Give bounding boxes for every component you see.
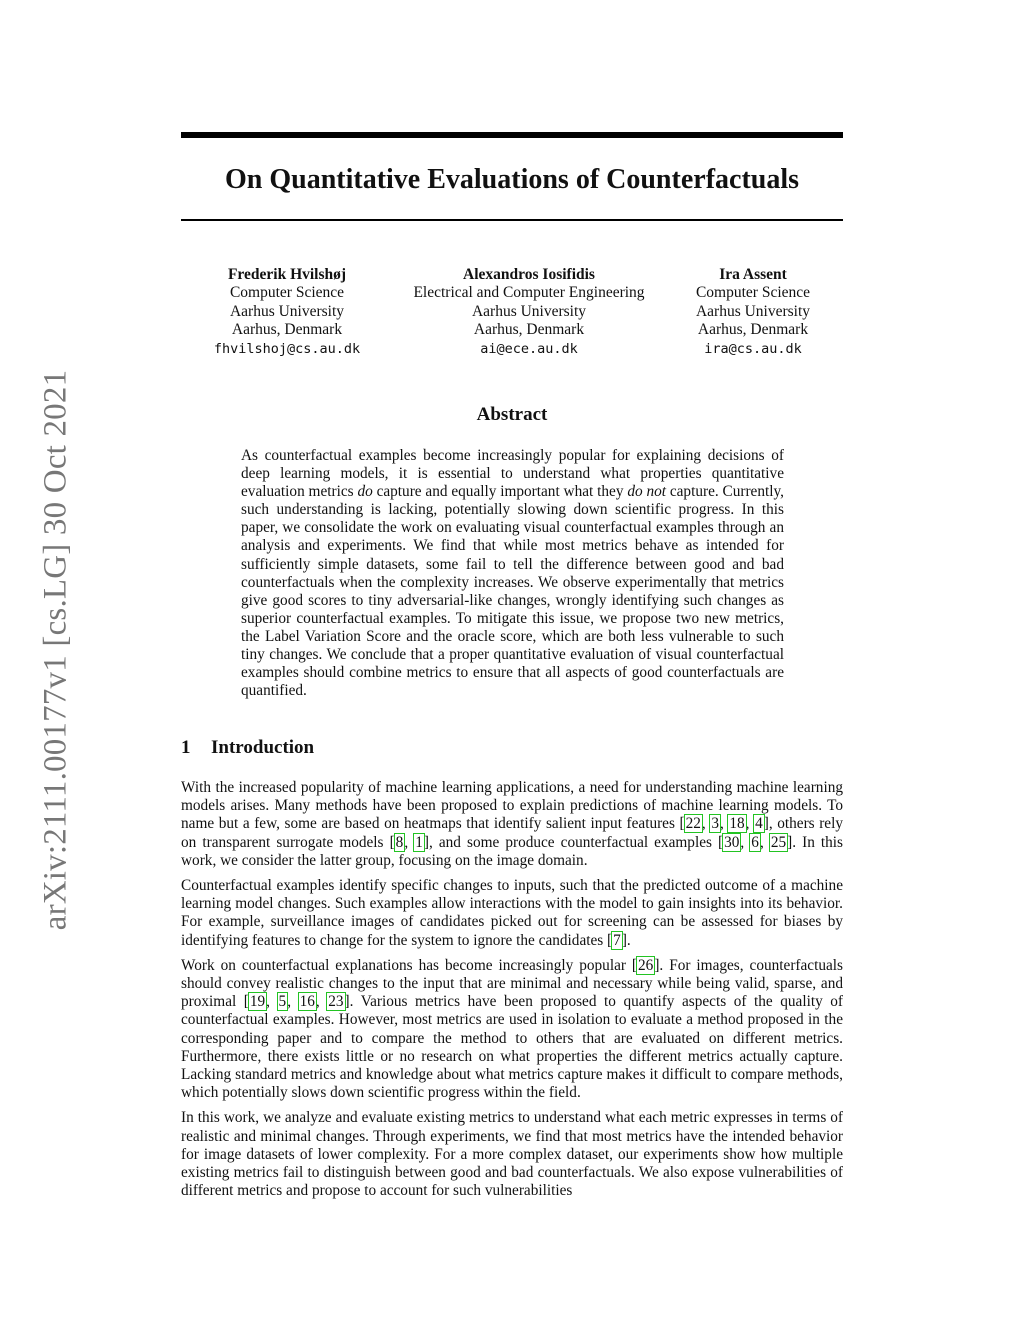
author-department: Computer Science	[695, 284, 811, 302]
author-department: Computer Science	[229, 284, 345, 302]
paper-title: On Quantitative Evaluations of Counterfactuals	[224, 164, 800, 195]
author-location: Aarhus, Denmark	[697, 321, 809, 339]
paragraph: Counterfactual examples identify specific changes to inputs, such that the predicted outcome of a machine learning model changes. Such examples allow interactions with the model to gain insights into its behavior. For example, surveillance images of candidates picked out for screening can be assessed for biases by identifying features to change for the system to ignore the candidates [7].	[181, 877, 843, 949]
section-heading-introduction	[181, 737, 314, 759]
title-bottom-rule	[181, 219, 843, 221]
citation-link[interactable]: 8	[395, 833, 404, 851]
author-name: Ira Assent	[719, 266, 787, 283]
citation-link[interactable]: 23	[328, 993, 344, 1011]
author-block-3	[683, 266, 823, 358]
citation-link[interactable]: 25	[770, 833, 787, 851]
author-university: Aarhus University	[471, 302, 587, 320]
author-location: Aarhus, Denmark	[231, 321, 343, 339]
author-email[interactable]: ira@cs.au.dk	[704, 340, 802, 357]
paragraph: In this work, we analyze and evaluate existing metrics to understand what each metric expresses in terms of realistic and minimal changes. Through experiments, we find that most metrics have the intended behavior for image datasets of lower complexity. For a more complex dataset, our experiments show how multiple existing metrics fail to distinguish between good and bad counterfactuals. We also expose vulnerabilities of different metrics and propose to account for such vulnerabilities	[181, 1109, 843, 1200]
citation-link[interactable]: 16	[299, 993, 315, 1011]
paragraph: With the increased popularity of machine learning applications, a need for understanding machine learning models arises. Many methods have been proposed to explain predictions of machine learning models. To name but a few, some are based on heatmaps that identify salient input features [22, 3, 18, 4], others rely on transparent surrogate models [8, 1], and some produce counterfactual examples [30, 6, 25]. In this work, we consider the latter group, focusing on the image domain.	[181, 779, 844, 869]
arxiv-identifier: arXiv:2111.00177v1 [cs.LG] 30 Oct 2021	[37, 369, 74, 931]
citation-link[interactable]: 6	[751, 833, 759, 851]
section-number: 1	[181, 737, 191, 758]
paragraph: Work on counterfactual explanations has become increasingly popular [26]. For images, counterfactuals should convey realistic changes to the input that are minimal and necessary while being valid, sparse, and proximal [19, 5, 16, 23]. Various metrics have been proposed to quantify aspects of the quality of counterfactual examples. However, most metrics are used in isolation to evaluate a method proposed in the corresponding paper and to compare the method to others that are evaluated on different metrics. Furthermore, there exists little or no research on what properties the different metrics actually capture. Lacking standard metrics and knowledge about what metrics capture makes it difficult to compare methods, which potentially slows down scientific progress within the field.	[181, 956, 843, 1102]
citation-link[interactable]: 30	[724, 833, 740, 851]
author-university: Aarhus University	[229, 302, 345, 320]
citation-link[interactable]: 1	[415, 833, 423, 851]
author-name: Alexandros Iosifidis	[463, 266, 595, 283]
section-title: Introduction	[211, 737, 315, 758]
citation-link[interactable]: 18	[729, 815, 745, 833]
introduction-body	[181, 779, 843, 1207]
author-block-2	[396, 266, 662, 358]
author-block-1	[207, 266, 367, 358]
author-location: Aarhus, Denmark	[473, 321, 585, 339]
abstract-text: As counterfactual examples become increasingly popular for explaining decisions of deep learning models, it is essential to understand what properties quantitative evaluation metrics do capture and equally important what they do not capture. Currently, such understanding is lacking, potentially slowing down scientific progress. In this paper, we consolidate the work on evaluating visual counterfactual examples through an analysis and experiments. We find that while most metrics behave as intended for sufficiently simple datasets, some fail to tell the difference between good and bad counterfactuals when the complexity increases. We observe experimentally that metrics give good scores to tiny adversarial-like changes, wrongly identifying such changes as superior counterfactual examples. To mitigate this issue, we propose two new metrics, the Label Variation Score and the oracle score, which are both less vulnerable to such tiny changes. We conclude that a proper quantitative evaluation of visual counterfactual examples should combine metrics to ensure that all aspects of good counterfactuals are quantified.	[241, 447, 784, 700]
abstract-heading: Abstract	[476, 404, 548, 425]
author-email[interactable]: ai@ece.au.dk	[480, 340, 578, 357]
author-department: Electrical and Computer Engineering	[413, 284, 645, 302]
title-top-rule	[181, 132, 843, 138]
author-name: Frederik Hvilshøj	[227, 266, 347, 283]
citation-link[interactable]: 19	[249, 993, 266, 1011]
citation-link[interactable]: 7	[613, 931, 621, 949]
citation-link[interactable]: 22	[685, 815, 701, 833]
citation-link[interactable]: 5	[278, 993, 287, 1011]
citation-link[interactable]: 4	[755, 815, 763, 833]
author-university: Aarhus University	[695, 302, 811, 320]
citation-link[interactable]: 26	[638, 956, 654, 974]
author-email[interactable]: fhvilshoj@cs.au.dk	[213, 340, 361, 357]
citation-link[interactable]: 3	[711, 815, 719, 833]
